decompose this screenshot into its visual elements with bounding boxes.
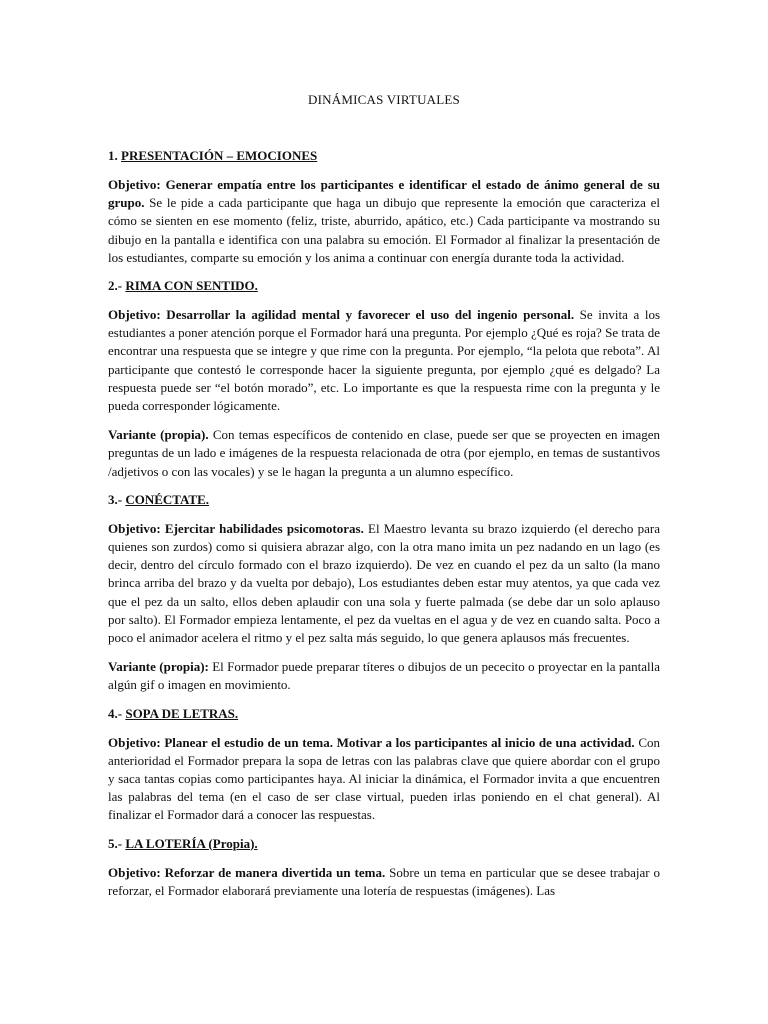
paragraph-text: Se le pide a cada participante que haga un dibujo que represente la emoción que caracteriza el cómo se sienten en ese momento (feliz, triste, aburrido, apático, etc.) Cada participante va mostrando su dibujo en la pantalla e identifica con una palabra su emoción. El Formador al finalizar la presentación de los estudiantes, comparte su emoción y los anima a continuar con energía durante toda la actividad. bbox=[108, 195, 660, 265]
section-heading bbox=[108, 148, 660, 164]
paragraph bbox=[108, 426, 660, 481]
page-title: DINÁMICAS VIRTUALES bbox=[308, 92, 460, 107]
paragraph bbox=[108, 658, 660, 694]
section-conectate bbox=[108, 492, 660, 695]
paragraph-lead: Objetivo: Planear el estudio de un tema. Motivar a los participantes al inicio de una actividad. bbox=[108, 734, 635, 750]
document-body bbox=[108, 148, 660, 911]
section-number: 1. bbox=[108, 148, 121, 163]
section-title: PRESENTACIÓN – EMOCIONES bbox=[121, 148, 318, 163]
section-presentacion bbox=[108, 148, 660, 267]
paragraph bbox=[108, 520, 660, 647]
paragraph-lead: Objetivo: Ejercitar habilidades psicomotoras. bbox=[108, 520, 364, 536]
section-loteria bbox=[108, 836, 660, 900]
section-sopa-de-letras bbox=[108, 706, 660, 825]
section-heading bbox=[108, 836, 660, 852]
paragraph bbox=[108, 864, 660, 900]
section-heading bbox=[108, 492, 660, 508]
paragraph bbox=[108, 306, 660, 415]
section-title: LA LOTERÍA (Propia). bbox=[125, 835, 258, 851]
paragraph bbox=[108, 734, 660, 825]
paragraph-lead: Variante (propia): bbox=[108, 659, 209, 675]
section-title: CONÉCTATE. bbox=[125, 491, 210, 507]
section-heading bbox=[108, 706, 660, 722]
section-number: 5.- bbox=[108, 835, 126, 851]
paragraph-lead: Objetivo: Generar empatía entre los participantes e identificar el estado de ánimo general de su grupo. bbox=[108, 177, 660, 211]
paragraph-text: Se invita a los estudiantes a poner atención porque el Formador hará una pregunta. Por ejemplo ¿Qué es roja? Se trata de encontrar una respuesta que se integre y que rime con la pregunta. Por ejemplo, “la pelota que rebota”. Al participante que contestó le corresponde hacer la siguiente pregunta, por ejemplo ¿qué es delgado? La respuesta puede ser “el botón morado”, etc. Lo importante es que la respuesta rime con la pregunta y le pueda corresponder lógicamente. bbox=[108, 307, 660, 414]
paragraph-lead: Objetivo: Reforzar de manera divertida un tema. bbox=[108, 864, 386, 880]
section-title: SOPA DE LETRAS. bbox=[125, 705, 239, 721]
paragraph-text: El Maestro levanta su brazo izquierdo (el derecho para quienes son zurdos) como si quisiera abrazar algo, con la otra mano imita un pez nadando en un lago (es decir, dentro del círculo formado con el brazo izquierdo). De vez en cuando el pez da un salto (la mano brinca arriba del brazo y da vuelta por debajo), Los estudiantes deben estar muy atentos, ya que cada vez que el pez da un salto, ellos deben aplaudir con una sola y fuerte palmada (se debe dar un solo aplauso por salto). El Formador empieza lentamente, el pez da vueltas en el agua y de vez en cuando salta. Poco a poco el animador acelera el ritmo y el pez salta más seguido, lo que genera aplausos más frecuentes. bbox=[108, 520, 660, 646]
paragraph-text: El Formador puede preparar títeres o dibujos de un pececito o proyectar en la pantalla algún gif o imagen en movimiento. bbox=[108, 659, 660, 693]
paragraph-text: Con temas específicos de contenido en clase, puede ser que se proyecten en imagen preguntas de un lado e imágenes de la respuesta relacionada de otra (por ejemplo, en temas de sustantivos /adjetivos o con las vocales) y se le hagan la pregunta a un alumno específico. bbox=[108, 427, 660, 479]
paragraph bbox=[108, 176, 660, 267]
paragraph-text: Sobre un tema en particular que se desee trabajar o reforzar, el Formador elaborará previamente una lotería de respuestas (imágenes). Las bbox=[108, 864, 660, 898]
section-number: 4.- bbox=[108, 705, 126, 721]
section-heading bbox=[108, 278, 660, 294]
paragraph-lead: Variante (propia). bbox=[108, 427, 209, 443]
paragraph-text: Con anterioridad el Formador prepara la sopa de letras con las palabras clave que quiere abordar con el grupo y saca tantas copias como participantes haya. Al iniciar la dinámica, el Formador invita a que encuentren las palabras del tema (en el caso de ser clase virtual, pueden irlas poniendo en el chat general). Al finalizar el Formador dará a conocer las respuestas. bbox=[108, 734, 660, 823]
section-number: 2.- bbox=[108, 278, 126, 294]
section-rima bbox=[108, 278, 660, 481]
section-title: RIMA CON SENTIDO. bbox=[125, 278, 258, 294]
paragraph-lead: Objetivo: Desarrollar la agilidad mental y favorecer el uso del ingenio personal. bbox=[108, 307, 575, 323]
section-number: 3.- bbox=[108, 491, 126, 507]
